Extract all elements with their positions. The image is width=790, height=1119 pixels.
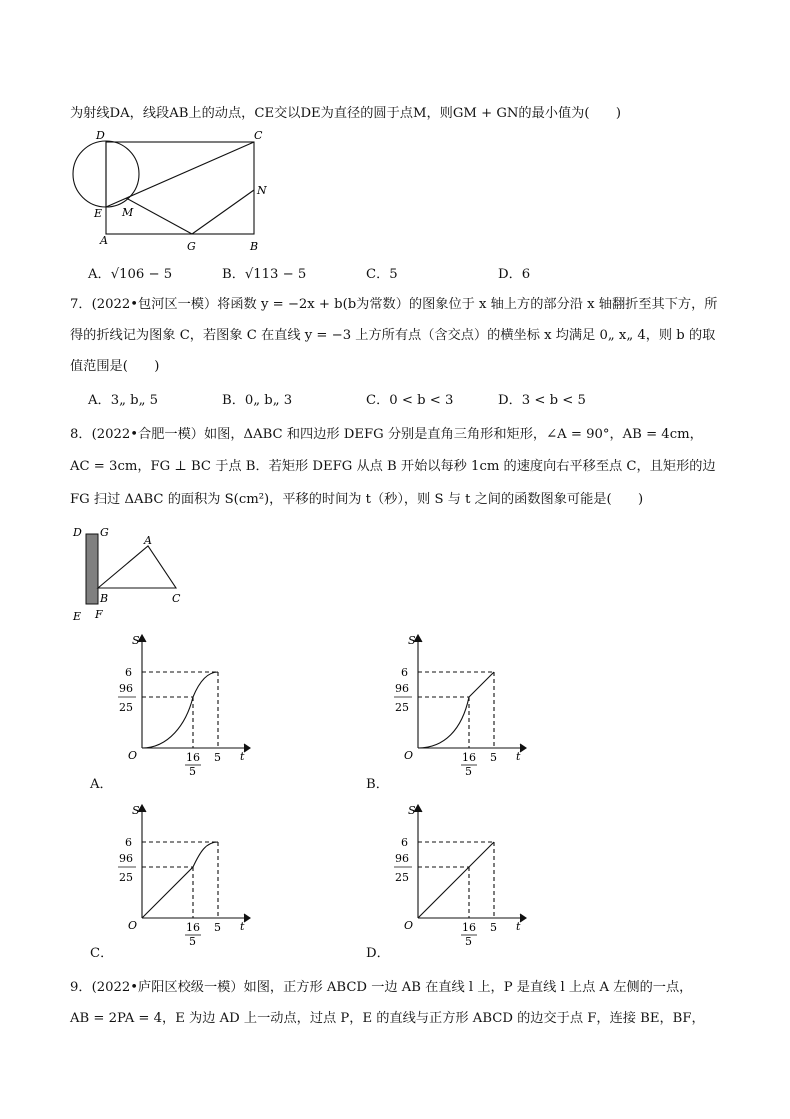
q7-option-c: C．0 < b < 3 (366, 393, 454, 408)
q8-option-b: B． (366, 777, 389, 792)
q8-graph-a-curve (142, 672, 218, 748)
q8-label-b: B (100, 592, 109, 605)
q8-graph-a (108, 630, 258, 775)
q6-label-d: D (96, 129, 105, 142)
q8-graph-b-s: S (408, 634, 416, 647)
q7-line-2: 得的折线记为图象 C，若图象 C 在直线 y = −3 上方所有点（含交点）的横坐标 x 均满足 0„ x„ 4，则 b 的取 (70, 328, 716, 343)
q8-label-a: A (144, 534, 152, 547)
q6-label-n: N (257, 184, 267, 197)
q6-figure (66, 124, 276, 254)
q8-graph-a-t: t (240, 750, 245, 763)
q8-label-e: E (73, 610, 82, 623)
q6-label-g: G (187, 240, 196, 253)
q8-label-d: D (73, 526, 82, 539)
q8-graph-a-5a: 5 (189, 765, 196, 775)
q8-graph-c-6: 6 (125, 836, 132, 849)
q8-graph-d-16: 16 (462, 921, 476, 934)
q6-label-m: M (122, 206, 134, 219)
q6-option-c: C．5 (366, 267, 398, 282)
q8-graph-c-5: 5 (214, 921, 221, 934)
q6-ce-line (106, 142, 254, 207)
q8-graph-d-t: t (516, 920, 521, 933)
q8-graph-d-s: S (408, 804, 416, 817)
q8-graph-a-16: 16 (186, 751, 200, 764)
q8-graph-a-96: 96 (119, 682, 133, 695)
q6-label-e: E (94, 207, 103, 220)
q8-line-3: FG 扫过 ΔABC 的面积为 S(cm²)，平移的时间为 t（秒），则 S 与 t 之间的函数图象可能是( ) (70, 492, 644, 507)
q8-graph-b-25: 25 (395, 701, 409, 714)
q8-label-c: C (172, 592, 181, 605)
q6-option-d: D．6 (498, 267, 531, 282)
q8-line-2: AC = 3cm，FG ⊥ BC 于点 B．若矩形 DEFG 从点 B 开始以每秒 1cm 的速度向右平移至点 C，且矩形的边 (70, 459, 716, 474)
q8-option-c: C． (90, 946, 114, 961)
q8-line-1: 8．(2022•合肥一模）如图，ΔABC 和四边形 DEFG 分别是直角三角形和矩形，∠A = 90°，AB = 4cm， (70, 427, 703, 442)
q8-graph-b-t: t (516, 750, 521, 763)
q8-triangle-abc (98, 546, 176, 588)
q7-line-1: 7．(2022•包河区一模）将函数 y = −2x + b(b为常数）的图象位于 x 轴上方的部分沿 x 轴翻折至其下方，所 (70, 297, 718, 312)
q8-graph-b-16: 16 (462, 751, 476, 764)
q8-graph-d-96: 96 (395, 852, 409, 865)
q8-graph-d-5: 5 (490, 921, 497, 934)
q8-graph-b-5a: 5 (465, 765, 472, 775)
q6-gn-line (192, 190, 254, 234)
q9-line-2: AB = 2PA = 4，E 为边 AD 上一动点，过点 P，E 的直线与正方形 ABCD 的边交于点 F，连接 BE，BF， (70, 1011, 705, 1026)
q8-graph-c-16: 16 (186, 921, 200, 934)
q6-text: 为射线DA，线段AB上的动点，CE交以DE为直径的圆于点M，则GM + GN的最小值为( ) (70, 106, 622, 121)
q8-graph-a-25: 25 (119, 701, 133, 714)
q8-graph-b (384, 630, 534, 775)
q8-graph-c-96: 96 (119, 852, 133, 865)
q7-option-b: B．0„ b„ 3 (222, 393, 293, 408)
q8-graph-a-5: 5 (214, 751, 221, 764)
q8-option-a: A． (90, 777, 113, 792)
q6-option-a: A．√106 − 5 (88, 267, 173, 282)
q8-label-g: G (100, 526, 109, 539)
q8-label-f: F (95, 608, 103, 621)
q7-line-3: 值范围是( ) (70, 359, 160, 374)
q8-graph-d (384, 800, 534, 945)
q8-option-d: D． (366, 946, 390, 961)
q8-graph-c-o: O (128, 919, 138, 932)
q9-line-1: 9．(2022•庐阳区校级一模）如图，正方形 ABCD 一边 AB 在直线 l 上，P 是直线 l 上点 A 左侧的一点， (70, 980, 693, 995)
q6-mg-line (126, 198, 192, 234)
q8-graph-a-s: S (132, 634, 140, 647)
q8-graph-b-6: 6 (401, 666, 408, 679)
q8-graph-c-5a: 5 (189, 935, 196, 945)
q8-figure (66, 522, 196, 624)
q8-graph-c (108, 800, 258, 945)
q8-graph-c-25: 25 (119, 871, 133, 884)
q8-graph-c-s: S (132, 804, 140, 817)
q8-graph-d-25: 25 (395, 871, 409, 884)
q6-label-c: C (254, 129, 263, 142)
q8-graph-a-6: 6 (125, 666, 132, 679)
q6-rectangle (106, 142, 254, 234)
q8-graph-a-o: O (128, 749, 138, 762)
q8-graph-c-curve (142, 842, 218, 918)
q8-graph-b-96: 96 (395, 682, 409, 695)
q7-option-a: A．3„ b„ 5 (88, 393, 158, 408)
q6-label-b: B (250, 240, 259, 253)
q8-graph-d-curve (418, 842, 494, 918)
q7-option-d: D．3 < b < 5 (498, 393, 586, 408)
q6-label-a: A (100, 234, 108, 247)
q8-graph-b-5: 5 (490, 751, 497, 764)
q8-graph-d-o: O (404, 919, 414, 932)
q8-graph-b-o: O (404, 749, 414, 762)
q8-graph-b-curve (418, 672, 494, 748)
q8-rectangle-defg (86, 534, 98, 604)
q8-graph-c-t: t (240, 920, 245, 933)
q8-graph-d-5a: 5 (465, 935, 472, 945)
q8-graph-d-6: 6 (401, 836, 408, 849)
q6-option-b: B．√113 − 5 (222, 267, 307, 282)
